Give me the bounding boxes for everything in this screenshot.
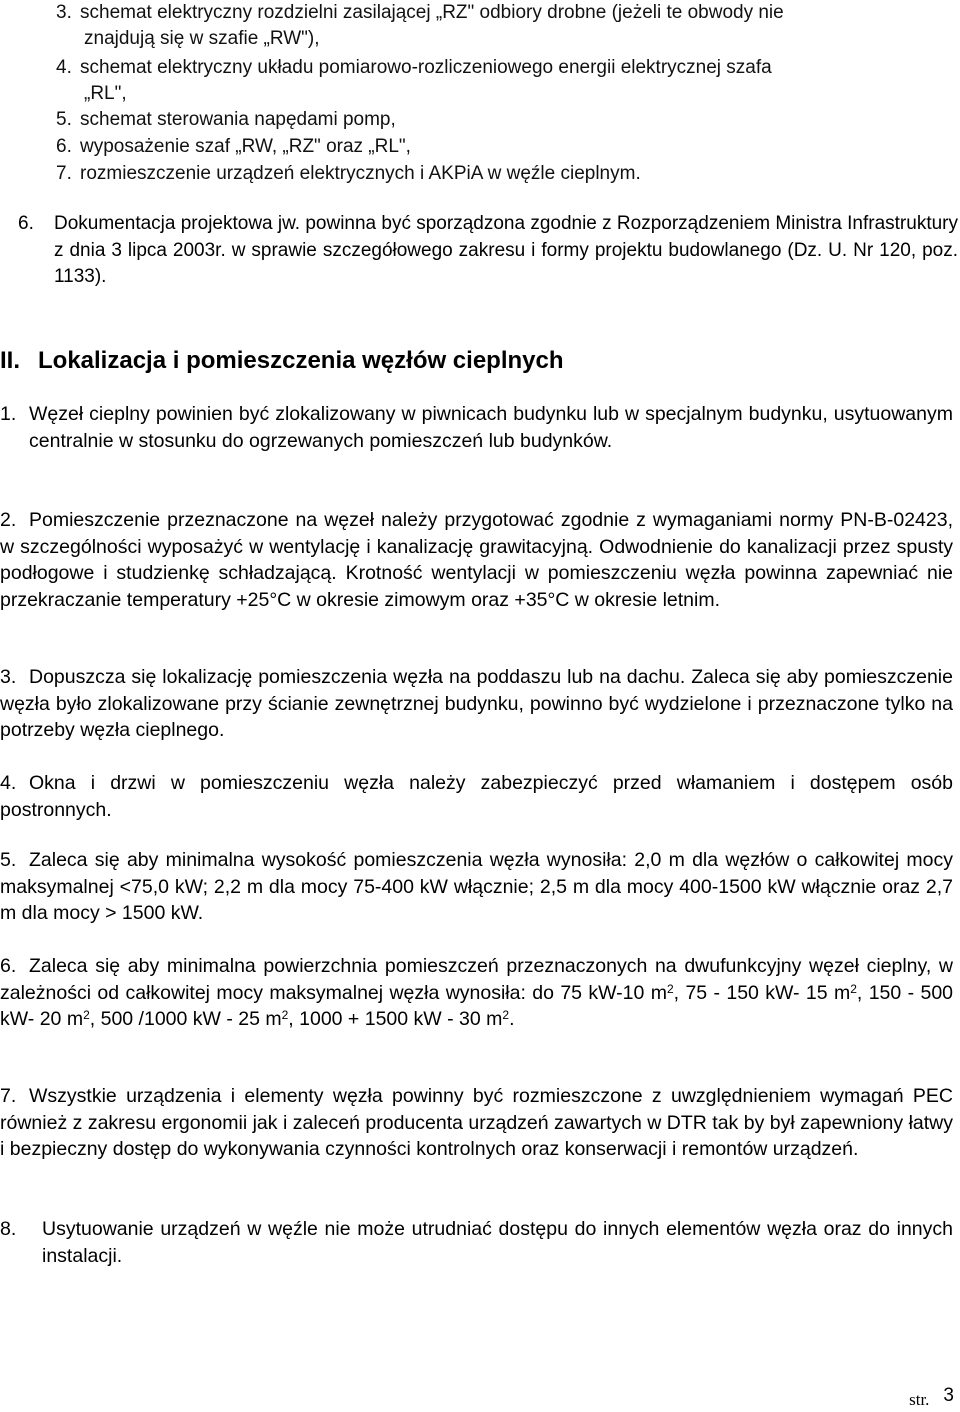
text-fragment: , 1000 + 1500 kW - 30 m: [288, 1008, 503, 1030]
text-fragment: Zaleca się aby minimalna powierzchnia pomieszczeń przeznaczonych na dwufunkcyjny węzeł cieplny, w zależności od całkowitej mocy maksymalnej węzła wynosiła: do 75 kW-10 m: [0, 955, 953, 1004]
paragraph-number: 7.: [0, 1085, 17, 1107]
paragraph-number: 3.: [0, 666, 17, 688]
list-item-text: schemat elektryczny układu pomiarowo-rozliczeniowego energii elektrycznej szafa: [80, 57, 772, 78]
section-heading: [0, 345, 960, 377]
text-fragment: , 150 - 500 kW- 20 m: [0, 981, 954, 1030]
list-item-number: 6.: [56, 136, 72, 157]
paragraph-number: 1.: [0, 403, 17, 425]
list-item-text-continued: „RL",: [84, 83, 127, 104]
list-item: [56, 134, 956, 160]
paragraph-number: 8.: [0, 1218, 17, 1240]
section-number: II.: [0, 347, 21, 374]
list-item-number: 3.: [56, 2, 72, 23]
paragraph-8: [0, 1216, 953, 1269]
documentation-item-number: 6.: [18, 213, 34, 234]
paragraph-text: [0, 953, 953, 1033]
list-item-text: rozmieszczenie urządzeń elektrycznych i AKPiA w węźle cieplnym.: [80, 163, 641, 184]
paragraph-2: [0, 507, 953, 613]
page-label: str.: [909, 1390, 930, 1409]
list-item-text: schemat sterowania napędami pomp,: [80, 109, 396, 130]
paragraph-1: [0, 401, 953, 454]
list-item-number: 7.: [56, 163, 72, 184]
paragraph-text: Pomieszczenie przeznaczone na węzeł należy przygotować zgodnie z wymaganiami normy PN-B-02423, w szczególności wyposażyć w wentylację i kanalizację grawitacyjną. Odwodnienie do kanalizacji przez spusty podłogowe i studzienkę schładzającą. Krotność wentylacji w pomieszczeniu węzła powinna zapewniać nie przekraczanie temperatury +25°C w okresie zimowym oraz +35°C w okresie letnim.: [0, 509, 953, 611]
superscript: 2: [83, 1008, 90, 1022]
text-fragment: , 75 - 150 kW- 15 m: [673, 981, 851, 1004]
superscript: 2: [502, 1008, 510, 1022]
superscript: 2: [666, 981, 674, 996]
documentation-item-text: Dokumentacja projektowa jw. powinna być sporządzona zgodnie z Rozporządzeniem Ministra Infrastruktury z dnia 3 lipca 2003r. w sprawie szczegółowego zakresu i formy projektu budowlanego (Dz. U. Nr 120, poz. 1133).: [54, 213, 958, 287]
paragraph-7: [0, 1083, 953, 1163]
section-title: Lokalizacja i pomieszczenia węzłów cieplnych: [38, 347, 564, 374]
paragraph-text: Dopuszcza się lokalizację pomieszczenia węzła na poddaszu lub na dachu. Zaleca się aby pomieszczenie węzła było zlokalizowane przy ścianie zewnętrznej budynku, powinno być wydzielone i przeznaczone tylko na potrzeby węzła cieplnego.: [0, 666, 953, 741]
list-item: [56, 0, 956, 52]
superscript: 2: [281, 1008, 289, 1022]
paragraph-number: 6.: [0, 955, 17, 977]
paragraph-text: Węzeł cieplny powinien być zlokalizowany w piwnicach budynku lub w specjalnym budynku, usytuowanym centralnie w stosunku do ogrzewanych pomieszczeń lub budynków.: [29, 403, 953, 452]
list-item-number: 5.: [56, 109, 72, 130]
page-number: 3: [943, 1385, 954, 1406]
text-fragment: .: [509, 1008, 515, 1030]
list-item: [56, 161, 956, 187]
paragraph-number: 4.: [0, 772, 17, 794]
list-item-text: wyposażenie szaf „RW, „RZ" oraz „RL",: [80, 136, 411, 157]
documentation-item: [18, 211, 958, 291]
paragraph-6: [0, 953, 953, 1033]
superscript: 2: [850, 981, 857, 996]
list-item-text-continued: znajdują się w szafie „RW"),: [84, 28, 320, 49]
list-item: [56, 107, 956, 133]
paragraph-text: Usytuowanie urządzeń w węźle nie może utrudniać dostępu do innych elementów węzła oraz do innych instalacji.: [42, 1218, 953, 1267]
list-item-number: 4.: [56, 57, 72, 78]
paragraph-number: 5.: [0, 849, 17, 871]
paragraph-number: 2.: [0, 509, 17, 531]
paragraph-text: Zaleca się aby minimalna wysokość pomieszczenia węzła wynosiła: 2,0 m dla węzłów o całkowitej mocy maksymalnej <75,0 kW; 2,2 m dla mocy 75-400 kW włącznie; 2,5 m dla mocy 400-1500 kW włącznie oraz 2,7 m dla mocy > 1500 kW.: [0, 849, 953, 924]
paragraph-3: [0, 664, 953, 744]
paragraph-5: [0, 847, 953, 927]
list-item: [56, 55, 956, 107]
page-footer: [909, 1385, 954, 1410]
paragraph-text: Wszystkie urządzenia i elementy węzła powinny być rozmieszczone z uwzględnieniem wymagań PEC również z zakresu ergonomii jak i zaleceń producenta urządzeń zawartych w DTR tak by był zapewniony łatwy i bezpieczny dostęp do wykonywania czynności kontrolnych oraz konserwacji i remontów urządzeń.: [0, 1085, 953, 1160]
text-fragment: , 500 /1000 kW - 25 m: [89, 1008, 282, 1030]
paragraph-text: Okna i drzwi w pomieszczeniu węzła należy zabezpieczyć przed włamaniem i dostępem osób postronnych.: [0, 772, 953, 821]
paragraph-4: [0, 770, 953, 823]
list-item-text: schemat elektryczny rozdzielni zasilającej „RZ" odbiory drobne (jeżeli te obwody nie: [80, 2, 784, 23]
